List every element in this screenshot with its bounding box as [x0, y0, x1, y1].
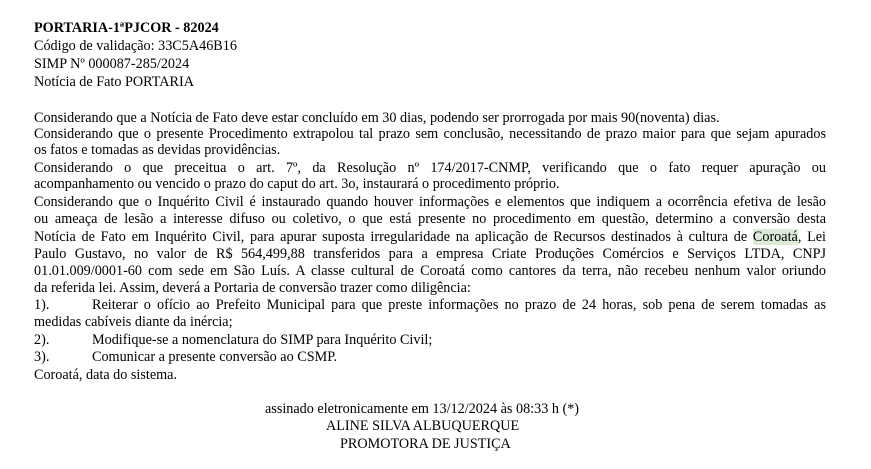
list-item-1-text: Reiterar o ofício ao Prefeito Municipal para que preste informações no prazo de 24 horas, sob pena de serem tomadas as [92, 297, 826, 313]
signer-role: PROMOTORA DE JUSTIÇA [340, 436, 511, 452]
body-line-2: Considerando que o presente Procedimento extrapolou tal prazo sem conclusão, necessitando de prazo maior para que sejam apurados [34, 126, 826, 142]
list-item-3-number: 3). [34, 349, 50, 365]
body-line-3: os fatos e tomadas as devidas providências. [34, 142, 281, 158]
validation-code: Código de validação: 33C5A46B16 [34, 38, 237, 54]
list-item-3 [34, 349, 337, 365]
body-line-1: Considerando que a Notícia de Fato deve estar concluído em 30 dias, podendo ser prorrogada por mais 90(noventa) dias. [34, 110, 720, 126]
body-line-8 [34, 229, 826, 245]
simp-number: SIMP Nº 000087-285/2024 [34, 56, 190, 72]
body-line-10: 01.01.009/0001-60 com sede em São Luís. A classe cultural de Coroatá como cantores da terra, não recebeu nenhum valor oriundo [34, 263, 826, 279]
body-line-7: ou ameaça de lesão a interesse difuso ou coletivo, o que está presente no procedimento em questão, determino a conversão desta [34, 211, 826, 227]
list-item-1-continuation: medidas cabíveis diante da inércia; [34, 314, 233, 330]
highlighted-word: Coroatá [752, 229, 798, 245]
notice-type: Notícia de Fato PORTARIA [34, 74, 194, 90]
body-line-6: Considerando que o Inquérito Civil é instaurado quando houver informações e elementos que indiquem a ocorrência efetiva de lesão [34, 194, 826, 210]
signature-timestamp: assinado eletronicamente em 13/12/2024 às 08:33 h (*) [265, 401, 580, 417]
list-item-2-text: Modifique-se a nomenclatura do SIMP para Inquérito Civil; [92, 332, 433, 348]
list-item-3-text: Comunicar a presente conversão ao CSMP. [92, 349, 338, 365]
list-item-1 [34, 297, 826, 313]
body-line-8-start: Notícia de Fato em Inquérito Civil, para apurar suposta irregularidade na aplicação de Recursos destinados à cultura de [34, 229, 753, 245]
list-item-1-number: 1). [34, 297, 50, 313]
document-title: PORTARIA-1ªPJCOR - 82024 [34, 20, 219, 36]
body-line-9: Paulo Gustavo, no valor de R$ 564,499,88 transferidos para a empresa Criate Produções Comércios e Serviços LTDA, CNPJ [34, 246, 826, 262]
body-line-8-end: , Lei [797, 229, 826, 245]
closing-line: Coroatá, data do sistema. [34, 367, 178, 383]
body-line-5: acompanhamento ou vencido o prazo do caput do art. 3o, instaurará o procedimento próprio. [34, 176, 560, 192]
body-line-4: Considerando o que preceitua o art. 7º, da Resolução nº 174/2017-CNMP, verificando que o fato requer apuração ou [34, 160, 826, 176]
signer-name: ALINE SILVA ALBUQUERQUE [326, 418, 520, 434]
body-line-11: da referida lei. Assim, deverá a Portaria de conversão trazer como diligência: [34, 280, 471, 296]
list-item-2-number: 2). [34, 332, 50, 348]
list-item-2 [34, 332, 432, 348]
